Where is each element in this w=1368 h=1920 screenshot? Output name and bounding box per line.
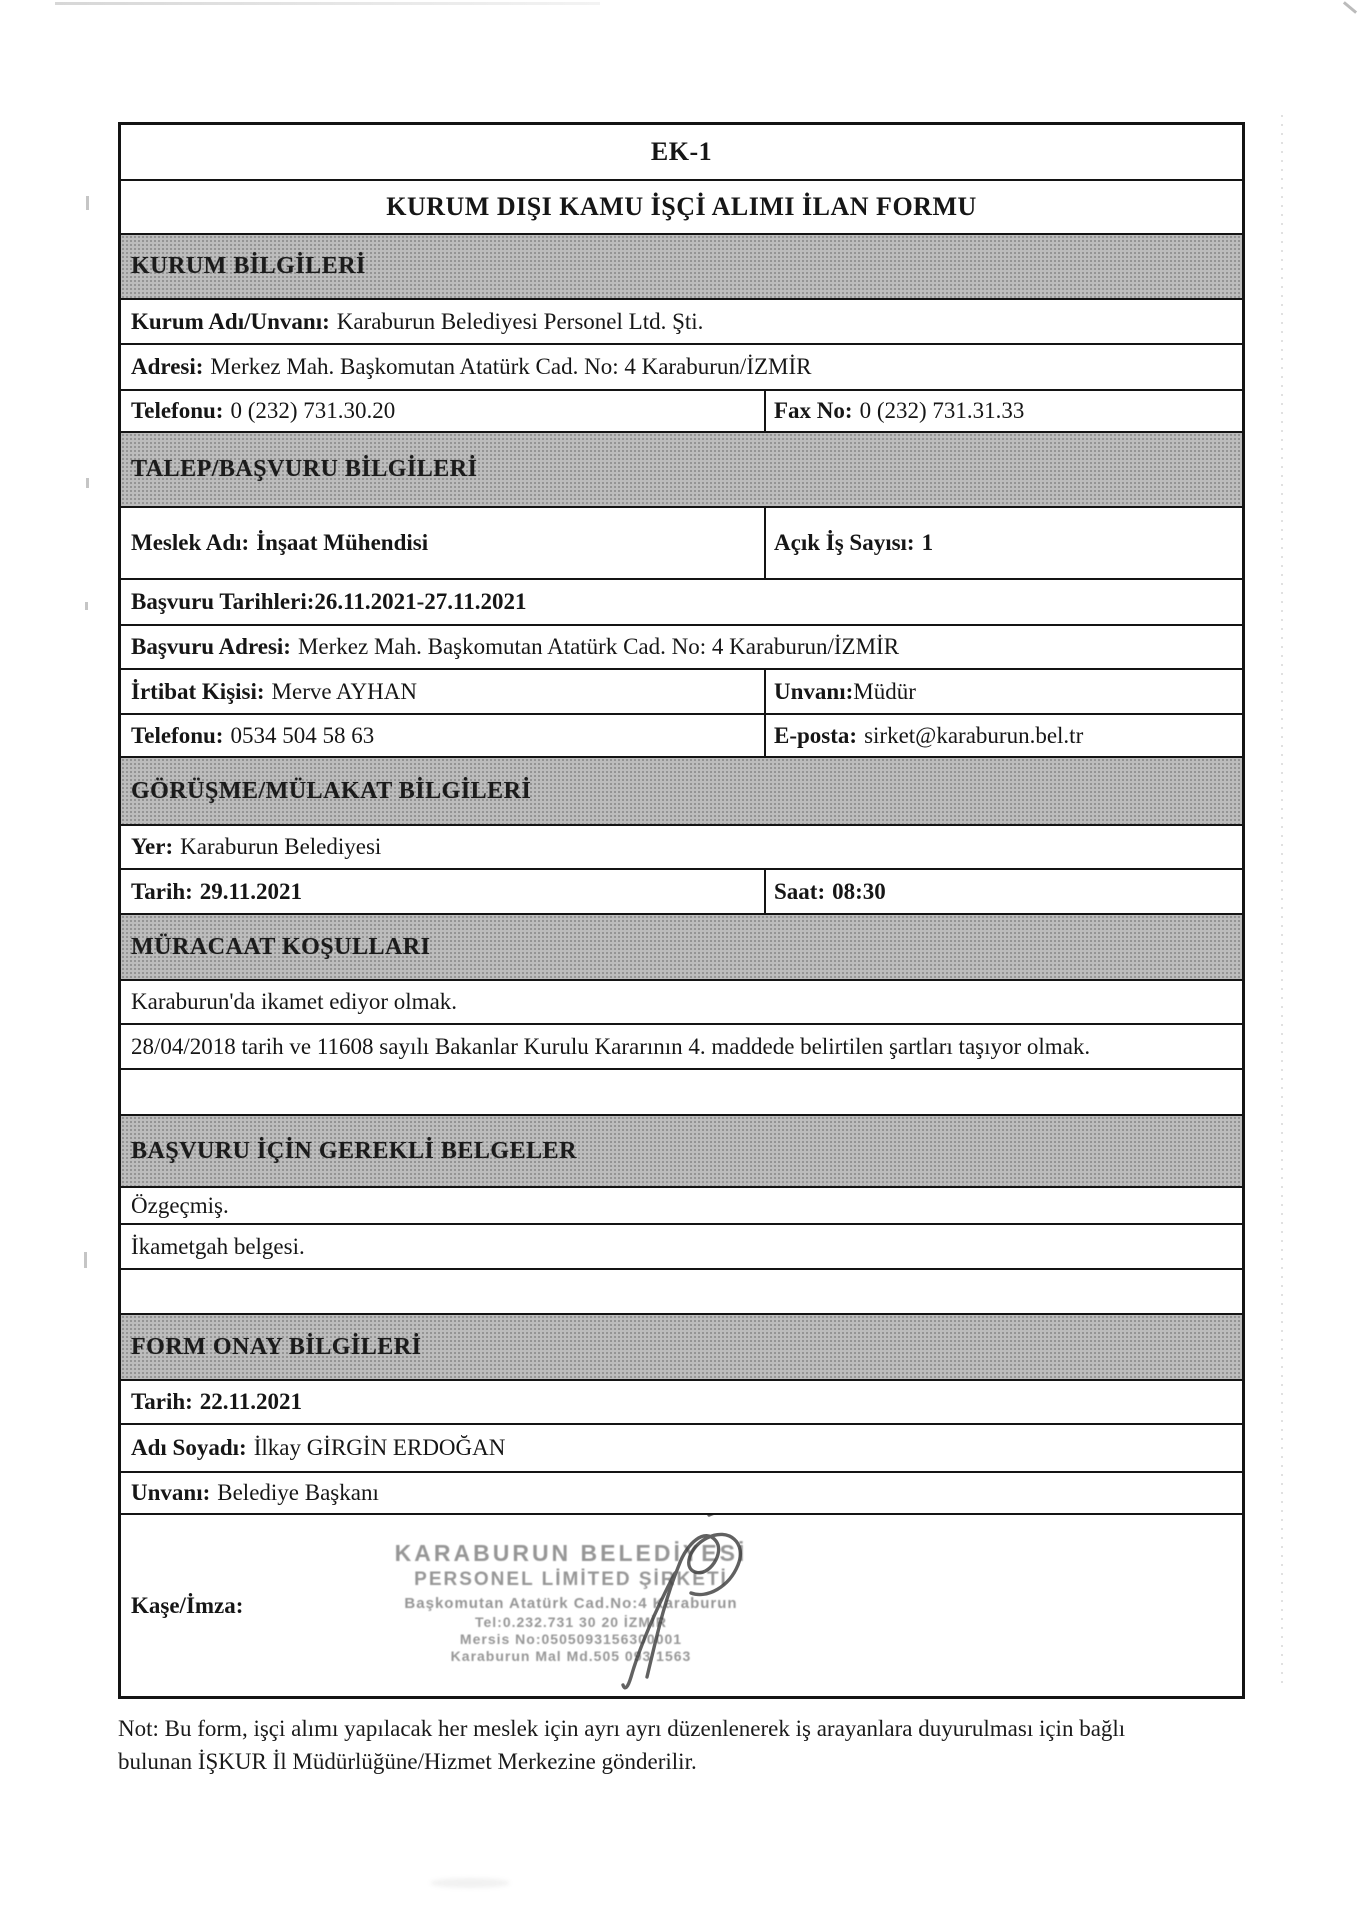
stamp-line-5: Mersis No:0505093156300001 xyxy=(459,1631,683,1648)
scan-noise-smudge xyxy=(430,1878,510,1888)
row-yer xyxy=(121,826,1242,870)
scan-noise-speck xyxy=(84,1252,87,1268)
section-header-gorusme-mulakat xyxy=(121,758,1242,826)
row-ek-label xyxy=(121,125,1242,181)
basvuru-adresi-value: Merkez Mah. Başkomutan Atatürk Cad. No: 4 Karaburun/İZMİR xyxy=(297,634,900,660)
footer-note-line-2: bulunan İŞKUR İl Müdürlüğüne/Hizmet Merkezine gönderilir. xyxy=(118,1749,697,1775)
stamp-line-1: KARABURUN BELEDİYESİ xyxy=(394,1540,748,1566)
section-title: TALEP/BAŞVURU BİLGİLERİ xyxy=(131,456,478,483)
cell-fax xyxy=(766,391,1242,431)
scan-noise-speck xyxy=(86,196,89,210)
row-kurum-adi xyxy=(121,300,1242,345)
saat-value: 08:30 xyxy=(832,878,886,904)
cell-irtibat xyxy=(121,670,766,713)
row-kosul-2 xyxy=(121,1025,1242,1070)
kosul-1-text: Karaburun'da ikamet ediyor olmak. xyxy=(131,989,458,1015)
belge-2-text: İkametgah belgesi. xyxy=(131,1233,305,1259)
row-kase-imza xyxy=(121,1515,1242,1696)
saat-label: Saat: xyxy=(774,878,826,904)
tarih-label: Tarih: xyxy=(131,878,193,904)
cell-eposta xyxy=(766,715,1242,756)
scan-noise-speck xyxy=(86,478,89,488)
telefonu-value: 0 (232) 731.30.20 xyxy=(230,398,396,424)
row-adresi xyxy=(121,345,1242,391)
fax-value: 0 (232) 731.31.33 xyxy=(859,398,1025,424)
onay-tarih-label: Tarih: xyxy=(131,1389,193,1415)
cell-unvani xyxy=(766,670,1242,713)
footer-note-line-1: Not: Bu form, işçi alımı yapılacak her meslek için ayrı ayrı düzenlenerek iş arayanlara duyurulması için bağlı xyxy=(118,1716,1126,1741)
telefonu-value: 0534 504 58 63 xyxy=(230,722,375,748)
unvani-label: Unvanı: xyxy=(774,678,854,704)
kurum-adi-value: Karaburun Belediyesi Personel Ltd. Şti. xyxy=(336,308,704,334)
scan-noise-corner-mark xyxy=(1343,1,1357,14)
section-title: BAŞVURU İÇİN GEREKLİ BELGELER xyxy=(131,1137,577,1164)
row-irtibat-unvani xyxy=(121,670,1242,715)
adresi-label: Adresi: xyxy=(131,354,204,380)
footer-note xyxy=(118,1712,1258,1779)
adi-soyadi-label: Adı Soyadı: xyxy=(131,1435,247,1461)
acik-is-value: 1 xyxy=(921,530,934,556)
row-kosul-empty xyxy=(121,1070,1242,1116)
irtibat-label: İrtibat Kişisi: xyxy=(131,678,265,704)
tarih-value: 29.11.2021 xyxy=(199,878,303,904)
adresi-value: Merkez Mah. Başkomutan Atatürk Cad. No: 4 Karaburun/İZMİR xyxy=(210,354,812,380)
onay-unvani-value: Belediye Başkanı xyxy=(217,1480,379,1506)
section-header-gerekli-belgeler xyxy=(121,1116,1242,1188)
stamp-line-2: PERSONEL LİMİTED ŞİRKETİ xyxy=(414,1569,728,1591)
fax-label: Fax No: xyxy=(774,398,853,424)
scan-noise-top-streak xyxy=(55,2,600,5)
scan-noise-vertical-dots xyxy=(1281,115,1283,1685)
row-telefon-fax xyxy=(121,391,1242,433)
basvuru-adresi-label: Başvuru Adresi: xyxy=(131,634,291,660)
row-form-title xyxy=(121,181,1242,235)
row-belge-empty xyxy=(121,1270,1242,1315)
stamp-line-3: Başkomutan Atatürk Cad.No:4 Karaburun xyxy=(404,1595,738,1613)
onay-tarih-value: 22.11.2021 xyxy=(199,1389,303,1415)
section-title: KURUM BİLGİLERİ xyxy=(131,253,366,280)
section-header-kurum-bilgileri xyxy=(121,235,1242,300)
row-basvuru-tarihleri xyxy=(121,580,1242,626)
cell-acik-is xyxy=(766,508,1242,578)
unvani-value: Müdür xyxy=(853,678,916,704)
section-title: MÜRACAAT KOŞULLARI xyxy=(131,933,431,960)
onay-unvani-label: Unvanı: xyxy=(131,1480,211,1506)
basvuru-tarihleri-label: Başvuru Tarihleri: xyxy=(131,589,315,615)
row-meslek-acikis xyxy=(121,508,1242,580)
cell-telefonu xyxy=(121,391,766,431)
ilan-form-table xyxy=(118,122,1245,1699)
row-kosul-1 xyxy=(121,981,1242,1025)
row-belge-2 xyxy=(121,1225,1242,1270)
ek-label: EK-1 xyxy=(650,136,713,166)
belge-1-text: Özgeçmiş. xyxy=(131,1192,229,1218)
row-adi-soyadi xyxy=(121,1425,1242,1473)
row-tarih-saat xyxy=(121,870,1242,915)
eposta-label: E-posta: xyxy=(774,722,858,748)
section-title: GÖRÜŞME/MÜLAKAT BİLGİLERİ xyxy=(131,777,532,804)
irtibat-value: Merve AYHAN xyxy=(271,678,417,704)
meslek-label: Meslek Adı: xyxy=(131,530,250,556)
handwritten-signature-icon xyxy=(551,1515,801,1696)
stamp-line-4: Tel:0.232.731 30 20 İZMİR xyxy=(474,1613,668,1630)
row-belge-1 xyxy=(121,1188,1242,1225)
section-title: FORM ONAY BİLGİLERİ xyxy=(131,1333,422,1360)
meslek-value: İnşaat Mühendisi xyxy=(256,530,429,556)
acik-is-label: Açık İş Sayısı: xyxy=(774,530,915,556)
row-telefon-eposta xyxy=(121,715,1242,758)
telefonu-label: Telefonu: xyxy=(131,722,224,748)
row-onay-tarih xyxy=(121,1381,1242,1425)
cell-saat xyxy=(766,870,1242,913)
section-header-muracaat-kosullari xyxy=(121,915,1242,981)
kase-imza-label: Kaşe/İmza: xyxy=(131,1592,244,1618)
section-header-form-onay xyxy=(121,1315,1242,1381)
basvuru-tarihleri-value: 26.11.2021-27.11.2021 xyxy=(314,589,527,615)
eposta-value: sirket@karaburun.bel.tr xyxy=(864,722,1084,748)
row-basvuru-adresi xyxy=(121,626,1242,670)
telefonu-label: Telefonu: xyxy=(131,398,224,424)
yer-value: Karaburun Belediyesi xyxy=(180,834,382,860)
kosul-2-text: 28/04/2018 tarih ve 11608 sayılı Bakanlar Kurulu Kararının 4. maddede belirtilen şartları taşıyor olmak. xyxy=(131,1033,1091,1059)
cell-meslek xyxy=(121,508,766,578)
cell-tarih xyxy=(121,870,766,913)
kurum-adi-label: Kurum Adı/Unvanı: xyxy=(131,308,330,334)
cell-telefonu-2 xyxy=(121,715,766,756)
company-stamp xyxy=(336,1541,806,1665)
stamp-line-6: Karaburun Mal Md.505 093 1563 xyxy=(450,1648,692,1665)
row-onay-unvani xyxy=(121,1473,1242,1515)
section-header-talep-basvuru xyxy=(121,433,1242,508)
scan-noise-speck xyxy=(85,602,88,610)
adi-soyadi-value: İlkay GİRGİN ERDOĞAN xyxy=(253,1435,506,1461)
yer-label: Yer: xyxy=(131,834,174,860)
form-title: KURUM DIŞI KAMU İŞÇİ ALIMI İLAN FORMU xyxy=(386,191,977,221)
